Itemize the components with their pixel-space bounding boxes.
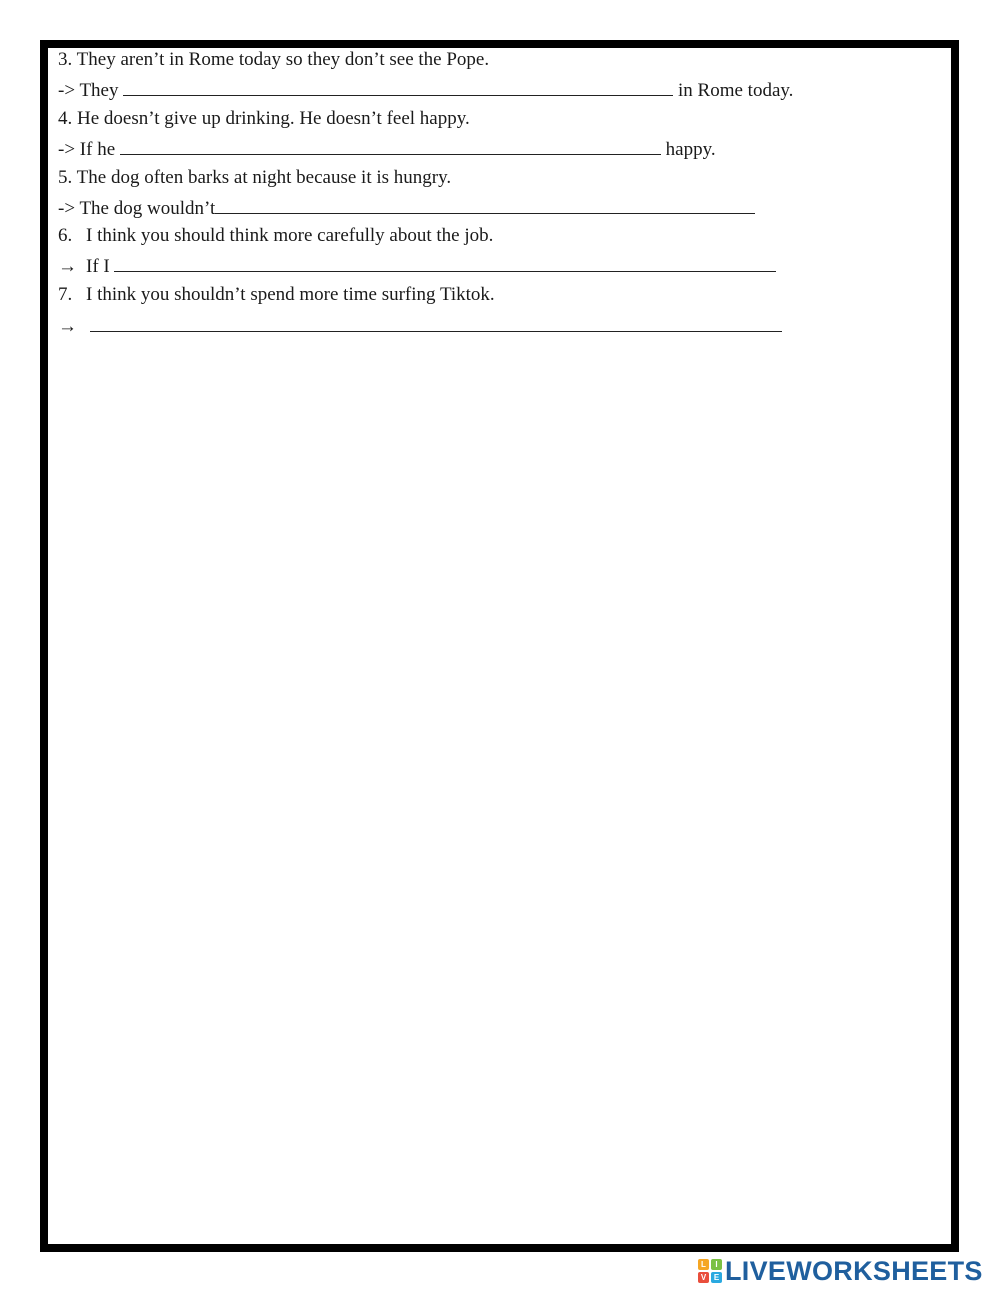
question-6-number: 6. [58, 225, 73, 246]
answer-7 [58, 314, 782, 338]
answer-4 [58, 137, 716, 161]
worksheet-page [40, 40, 959, 1252]
question-5 [58, 167, 451, 189]
logo-text: LIVEWORKSHEETS [725, 1255, 983, 1286]
question-3-text: 3. They aren’t in Rome today so they don’t see the Pope. [58, 49, 490, 70]
question-6 [58, 225, 493, 247]
logo-mark-letter: E [711, 1272, 722, 1283]
answer-3-suffix: in Rome today. [673, 80, 794, 101]
logo-mark-letter: V [698, 1272, 709, 1283]
arrow-icon: → [58, 316, 77, 337]
question-4 [58, 108, 470, 130]
answer-6 [58, 254, 776, 278]
logo-mark-letter: I [711, 1259, 722, 1270]
answer-6-prefix: If I [86, 256, 115, 277]
answer-3-blank[interactable] [123, 78, 673, 96]
question-4-text: 4. He doesn’t give up drinking. He doesn’t feel happy. [58, 108, 470, 129]
answer-5-blank[interactable] [215, 196, 755, 214]
question-6-text: I think you should think more carefully about the job. [86, 225, 494, 246]
logo-mark-letter: L [698, 1259, 709, 1270]
question-3 [58, 49, 489, 71]
liveworksheets-logo[interactable] [698, 1255, 983, 1286]
answer-5 [58, 196, 755, 220]
question-7 [58, 284, 495, 306]
answer-5-prefix: -> The dog wouldn’t [58, 198, 216, 219]
answer-3 [58, 78, 793, 102]
question-5-text: 5. The dog often barks at night because it is hungry. [58, 167, 452, 188]
question-7-number: 7. [58, 284, 73, 305]
arrow-icon: → [58, 256, 77, 277]
answer-3-prefix: -> They [58, 80, 124, 101]
answer-4-prefix: -> If he [58, 139, 120, 160]
answer-6-blank[interactable] [114, 254, 776, 272]
answer-4-blank[interactable] [120, 137, 661, 155]
answer-4-suffix: happy. [660, 139, 716, 160]
answer-7-blank[interactable] [90, 314, 782, 332]
logo-mark-icon [698, 1259, 722, 1283]
question-7-text: I think you shouldn’t spend more time surfing Tiktok. [86, 284, 495, 305]
